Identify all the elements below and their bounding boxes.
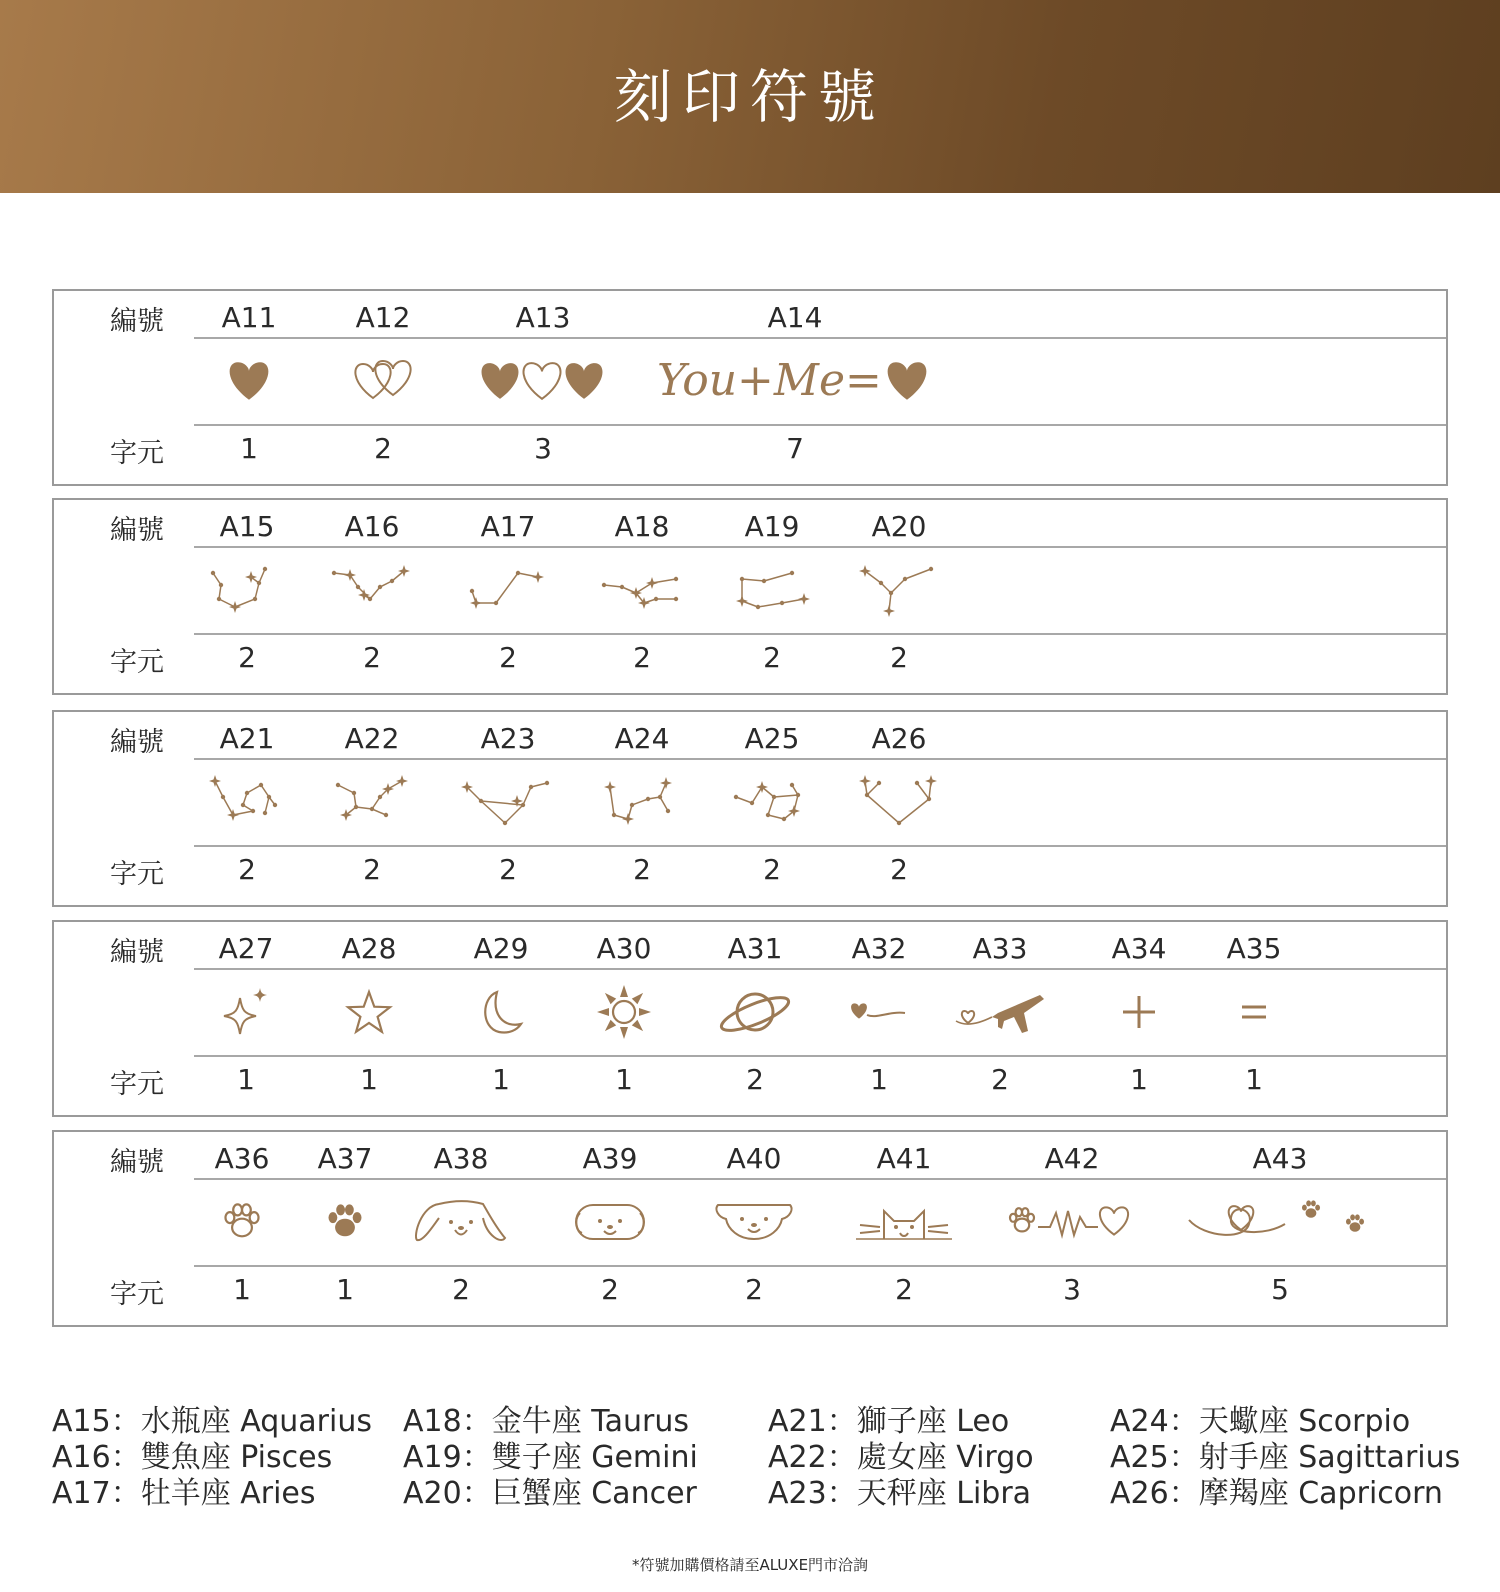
symbol-group-5 — [52, 1130, 1448, 1327]
char-count: 2 — [763, 853, 781, 886]
symbol-code: A21 — [219, 722, 275, 755]
char-count: 3 — [1063, 1273, 1081, 1306]
planet-icon — [717, 986, 793, 1038]
char-count: 2 — [763, 641, 781, 674]
char-count: 2 — [890, 853, 908, 886]
symbol-code: A40 — [726, 1142, 782, 1175]
paw-outline-icon — [215, 1195, 269, 1249]
aquarius-constellation-icon — [207, 563, 287, 617]
char-count: 2 — [745, 1273, 763, 1306]
legend-item: A25：射手座 Sagittarius — [1110, 1440, 1461, 1475]
symbol-code: A27 — [218, 932, 274, 965]
floppy-ear-dog-icon — [411, 1196, 511, 1248]
char-count: 2 — [601, 1273, 619, 1306]
symbol-code: A11 — [221, 301, 277, 334]
paw-filled-icon — [318, 1195, 372, 1249]
cancer-constellation-icon — [859, 563, 939, 617]
char-count: 2 — [895, 1273, 913, 1306]
char-count: 2 — [452, 1273, 470, 1306]
char-count: 2 — [238, 641, 256, 674]
symbol-code: A16 — [344, 510, 400, 543]
legend-col-4 — [1110, 1404, 1460, 1512]
char-count: 1 — [1245, 1063, 1263, 1096]
legend-item: A26：摩羯座 Capricorn — [1110, 1476, 1443, 1511]
symbol-code: A37 — [317, 1142, 373, 1175]
code-row-label: 編號 — [110, 306, 164, 337]
symbol-code: A15 — [219, 510, 275, 543]
symbol-code: A39 — [582, 1142, 638, 1175]
divider — [194, 1055, 1446, 1057]
paw-heartbeat-icon — [1002, 1197, 1142, 1247]
star-outline-icon — [343, 986, 395, 1038]
symbol-code: A34 — [1111, 932, 1167, 965]
char-count: 1 — [237, 1063, 255, 1096]
divider — [194, 758, 1446, 760]
legend-col-3 — [768, 1404, 1034, 1512]
char-count: 1 — [1130, 1063, 1148, 1096]
crescent-moon-icon — [475, 986, 527, 1038]
char-count: 2 — [363, 641, 381, 674]
char-count: 2 — [991, 1063, 1009, 1096]
symbol-code: A26 — [871, 722, 927, 755]
legend-item: A16：雙魚座 Pisces — [52, 1440, 333, 1475]
symbol-code: A29 — [473, 932, 529, 965]
gemini-constellation-icon — [732, 563, 812, 617]
symbol-group-2 — [52, 498, 1448, 695]
char-count: 2 — [238, 853, 256, 886]
code-row-label: 編號 — [110, 937, 164, 968]
divider — [194, 1178, 1446, 1180]
symbol-code: A28 — [341, 932, 397, 965]
chars-row-label: 字元 — [110, 647, 164, 678]
symbol-code: A20 — [871, 510, 927, 543]
sun-icon — [596, 984, 652, 1040]
legend-item: A22：處女座 Virgo — [768, 1440, 1034, 1475]
pisces-constellation-icon — [330, 563, 414, 617]
legend-col-1 — [52, 1404, 372, 1512]
symbol-code: A12 — [355, 301, 411, 334]
char-count: 7 — [786, 432, 804, 465]
virgo-constellation-icon — [332, 775, 412, 829]
libra-constellation-icon — [463, 775, 553, 829]
legend-item: A23：天秤座 Libra — [768, 1476, 1032, 1511]
double-heart-outline-icon — [343, 356, 423, 406]
code-row-label: 編號 — [110, 515, 164, 546]
airplane-icon — [952, 987, 1048, 1037]
char-count: 1 — [615, 1063, 633, 1096]
puppy-face-icon — [712, 1199, 796, 1245]
symbol-group-3 — [52, 710, 1448, 907]
footnote: *符號加購價格請至ALUXE門市洽詢 — [631, 1556, 869, 1574]
symbol-code: A41 — [876, 1142, 932, 1175]
scorpio-constellation-icon — [602, 775, 682, 829]
divider — [194, 424, 1446, 426]
char-count: 2 — [633, 853, 651, 886]
symbol-group-1 — [52, 289, 1448, 486]
heart-paws-icon — [1185, 1194, 1375, 1250]
symbol-code: A32 — [851, 932, 907, 965]
dog-face-icon — [570, 1199, 650, 1245]
char-count: 1 — [870, 1063, 888, 1096]
heart-swirl-icon — [849, 997, 909, 1027]
legend-item: A19：雙子座 Gemini — [403, 1440, 698, 1475]
three-hearts-icon — [478, 356, 608, 406]
header-banner — [0, 0, 1500, 193]
char-count: 2 — [374, 432, 392, 465]
symbol-code: A42 — [1044, 1142, 1100, 1175]
char-count: 1 — [360, 1063, 378, 1096]
symbol-code: A18 — [614, 510, 670, 543]
code-row-label: 編號 — [110, 727, 164, 758]
symbol-code: A43 — [1252, 1142, 1308, 1175]
char-count: 2 — [499, 641, 517, 674]
code-row-label: 編號 — [110, 1147, 164, 1178]
char-count: 3 — [534, 432, 552, 465]
legend-item: A24：天蠍座 Scorpio — [1110, 1404, 1411, 1439]
symbol-group-4 — [52, 920, 1448, 1117]
char-count: 2 — [499, 853, 517, 886]
symbol-code: A14 — [767, 301, 823, 334]
chars-row-label: 字元 — [110, 1069, 164, 1100]
symbol-code: A33 — [972, 932, 1028, 965]
legend-item: A17：牡羊座 Aries — [52, 1476, 316, 1511]
char-count: 1 — [240, 432, 258, 465]
capricorn-constellation-icon — [859, 775, 939, 829]
symbol-code: A31 — [727, 932, 783, 965]
symbol-code: A13 — [515, 301, 571, 334]
aries-constellation-icon — [466, 563, 550, 617]
sagittarius-constellation-icon — [732, 775, 812, 829]
char-count: 2 — [633, 641, 651, 674]
divider — [194, 633, 1446, 635]
symbol-code: A25 — [744, 722, 800, 755]
divider — [194, 968, 1446, 970]
symbol-code: A19 — [744, 510, 800, 543]
symbol-code: A38 — [433, 1142, 489, 1175]
page-title: 刻印符號 — [613, 63, 886, 131]
symbol-code: A30 — [596, 932, 652, 965]
legend-item: A15：水瓶座 Aquarius — [52, 1404, 372, 1439]
sparkle-icon — [218, 984, 274, 1040]
taurus-constellation-icon — [600, 563, 684, 617]
legend-item: A18：金牛座 Taurus — [403, 1404, 689, 1439]
cat-face-icon — [856, 1199, 952, 1245]
legend-item: A20：巨蟹座 Cancer — [403, 1476, 697, 1511]
divider — [194, 1265, 1446, 1267]
you-plus-me-heart-icon — [655, 353, 935, 409]
svg-text:You+Me=: You+Me= — [657, 355, 882, 406]
symbol-code: A36 — [214, 1142, 270, 1175]
legend-item: A21：獅子座 Leo — [768, 1404, 1010, 1439]
char-count: 2 — [363, 853, 381, 886]
char-count: 5 — [1271, 1273, 1289, 1306]
divider — [194, 845, 1446, 847]
char-count: 1 — [492, 1063, 510, 1096]
symbol-code: A24 — [614, 722, 670, 755]
plus-icon — [1119, 992, 1159, 1032]
chars-row-label: 字元 — [110, 1279, 164, 1310]
char-count: 1 — [336, 1273, 354, 1306]
char-count: 2 — [746, 1063, 764, 1096]
symbol-code: A17 — [480, 510, 536, 543]
equals-icon — [1236, 997, 1272, 1027]
symbol-code: A23 — [480, 722, 536, 755]
chars-row-label: 字元 — [110, 859, 164, 890]
heart-icon — [224, 356, 274, 406]
chars-row-label: 字元 — [110, 438, 164, 469]
symbol-code: A22 — [344, 722, 400, 755]
divider — [194, 546, 1446, 548]
symbol-code: A35 — [1226, 932, 1282, 965]
leo-constellation-icon — [207, 775, 287, 829]
legend-col-2 — [403, 1404, 698, 1512]
divider — [194, 337, 1446, 339]
char-count: 2 — [890, 641, 908, 674]
char-count: 1 — [233, 1273, 251, 1306]
